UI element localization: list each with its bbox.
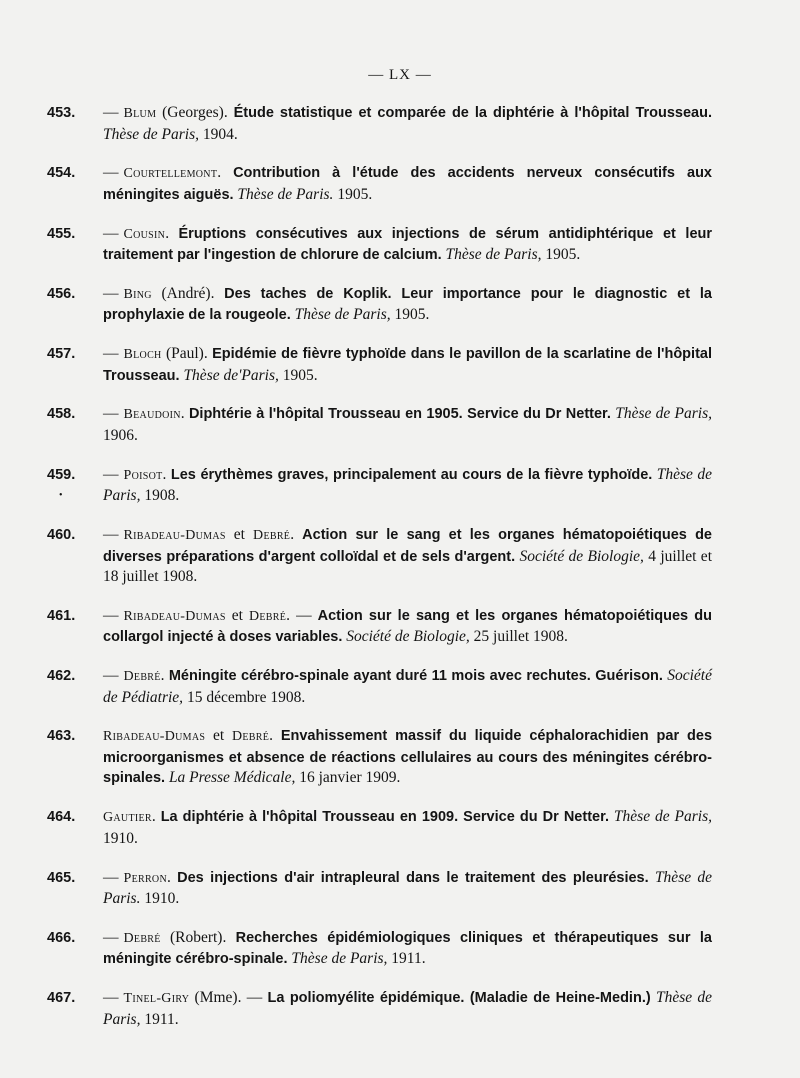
entry-number: 461. [47, 607, 76, 624]
entry-details: 1904. [199, 125, 238, 143]
entry-source: Société de Pédiatrie, [103, 667, 712, 706]
list-item [47, 988, 712, 1030]
entry-title: Contribution à l'étude des accidents nerveux consécutifs aux méningites aiguës. [103, 165, 712, 203]
entry-author: Ribadeau-Dumas [123, 608, 226, 624]
entry-source: Thèse de Paris, [291, 950, 388, 968]
entry-title: La poliomyélite épidémique. (Maladie de Heine-Medin.) [267, 990, 651, 1007]
entry-author-suffix: (Paul). [161, 345, 213, 363]
entry-author-suffix: (Robert). [160, 928, 236, 946]
entry-title: Des taches de Koplik. Leur importance pour le diagnostic et la prophylaxie de la rougeole. [103, 285, 712, 324]
entry-title: La diphtérie à l'hôpital Trousseau en 1909. Service du Dr Netter. [160, 809, 609, 826]
entry-coauthor-suffix: . — [286, 606, 318, 624]
entry-details: 1911. [387, 950, 426, 968]
entry-author-suffix: et [225, 526, 254, 544]
entry-coauthor: Debré [248, 608, 287, 624]
list-item [47, 224, 712, 266]
entry-details: 1905. [278, 366, 318, 384]
bibliography-list [47, 103, 712, 1048]
entry-title: Epidémie de fièvre typhoïde dans le pavillon de la scarlatine de l'hôpital Trousseau. [103, 346, 712, 384]
entry-author: Debré [123, 669, 161, 685]
entry-source: Thèse de Paris, [445, 246, 542, 264]
entry-dash: — [103, 284, 119, 302]
entry-dash: — [103, 405, 119, 423]
entry-details: 16 janvier 1909. [295, 769, 401, 787]
entry-source: Thèse de'Paris, [183, 366, 279, 384]
entry-source: Société de Biologie, [519, 547, 644, 565]
entry-title: Méningite cérébro-spinale ayant duré 11 mois avec rechutes. Guérison. [168, 668, 663, 685]
entry-details: 1905. [390, 306, 430, 324]
entry-author-suffix: (André). [151, 284, 225, 302]
list-item [47, 928, 712, 970]
entry-author: Courtellemont [123, 166, 218, 182]
entry-source: Thèse de Paris, [294, 306, 391, 324]
entry-title: Recherches épidémiologiques cliniques et thérapeutiques sur la méningite cérébro-spinale. [103, 929, 712, 968]
entry-details: 15 décembre 1908. [183, 688, 306, 706]
list-item [47, 465, 712, 507]
entry-dash: — [103, 164, 119, 182]
entry-dash: — [103, 667, 119, 685]
entry-number: 458. [47, 406, 76, 423]
entry-details: 1910. [103, 829, 138, 847]
entry-source: La Presse Médicale, [168, 769, 296, 787]
entry-number: 467. [47, 990, 76, 1007]
entry-dash: — [103, 606, 119, 624]
entry-title: Des injections d'air intrapleural dans le traitement des pleurésies. [177, 869, 649, 886]
entry-author: Cousin [123, 226, 166, 242]
list-item [47, 103, 712, 145]
entry-author-suffix: . [165, 224, 179, 242]
entry-details: 4 juillet et 18 juillet 1908. [103, 547, 712, 586]
entry-source: Thèse de Paris, [103, 989, 713, 1028]
entry-dash: — [103, 928, 119, 946]
entry-number: 462. [47, 668, 76, 685]
entry-author: Perron [123, 870, 167, 886]
entry-author-suffix: et [205, 727, 232, 745]
entry-author-suffix: . [180, 405, 189, 423]
list-item [47, 163, 712, 205]
entry-number: 463. [47, 728, 76, 745]
entry-title: Diphtérie à l'hôpital Trousseau en 1905. Service du Dr Netter. [188, 406, 611, 423]
entry-details: 1906. [103, 426, 138, 444]
entry-author: Bing [123, 286, 152, 302]
entry-coauthor-suffix: . [269, 727, 281, 745]
entry-details: 1905. [541, 246, 581, 264]
entry-number: 464. [47, 809, 76, 826]
entry-source: Thèse de Paris, [615, 405, 713, 423]
entry-author-suffix: . [162, 465, 171, 483]
entry-number: 465. [47, 869, 76, 886]
list-item [47, 807, 712, 849]
entry-number: 460. [47, 527, 76, 544]
entry-number: 456. [47, 285, 76, 302]
entry-details: 1908. [140, 487, 180, 505]
list-item [47, 525, 712, 588]
entry-author-suffix: (Georges). [156, 104, 234, 121]
entry-dash: — [103, 224, 119, 242]
entry-author-suffix: et [225, 606, 249, 624]
entry-author: Beaudoin [123, 407, 181, 423]
entry-dash: — [103, 465, 119, 483]
entry-number: 455. [47, 225, 76, 242]
entry-coauthor: Debré [231, 729, 270, 745]
entry-title: Envahissement massif du liquide céphalorachidien par des microorganismes et absence de réactions cellulaires au cours des méningites cérébro-spinales. [103, 728, 713, 787]
entry-details: 1910. [140, 890, 180, 908]
entry-coauthor-suffix: . [290, 526, 303, 544]
entry-source: Thèse de Paris, [103, 465, 713, 505]
entry-author-suffix: (Mme). — [189, 989, 268, 1007]
entry-author: Ribadeau-Dumas [103, 729, 206, 745]
list-item [47, 726, 712, 789]
entry-number: 457. [47, 346, 76, 363]
entry-dash: — [103, 104, 119, 121]
entry-author-suffix: . [217, 164, 234, 182]
page-header: — LX — [368, 67, 432, 83]
entry-author-suffix: . [151, 808, 161, 826]
entry-title: Éruptions consécutives aux injections de sérum antidiphtérique et leur traitement par l'ingestion de chlorure de calcium. [103, 225, 713, 264]
entry-source: Thèse de Paris, [613, 808, 713, 826]
entry-author: Bloch [123, 347, 162, 363]
entry-source: Thèse de Paris, [103, 125, 200, 143]
entry-details: 1905. [333, 185, 373, 203]
entry-source: Thèse de Paris. [103, 868, 713, 908]
entry-title: Action sur le sang et les organes hématopoiétiques de diverses préparations d'argent colloïdal et de sels d'argent. [103, 527, 712, 565]
entry-source: Société de Biologie, [346, 628, 470, 646]
entry-author-suffix: . [166, 868, 178, 886]
entry-dash: — [103, 868, 119, 886]
entry-bullet: • [59, 489, 63, 501]
list-item [47, 868, 712, 910]
entry-title: Les érythèmes graves, principalement au cours de la fièvre typhoïde. [170, 466, 653, 483]
list-item [47, 404, 712, 446]
entry-author: Poisot [123, 467, 163, 483]
entry-source: Thèse de Paris. [237, 185, 334, 203]
list-item [47, 606, 712, 648]
entry-dash: — [103, 526, 119, 544]
entry-details: 25 juillet 1908. [469, 628, 568, 646]
entry-author: Gautier [103, 810, 152, 826]
entry-number: 459. [47, 466, 76, 483]
entry-author: Ribadeau-Dumas [123, 528, 226, 544]
list-item [47, 666, 712, 708]
entry-title: Étude statistique et comparée de la diphtérie à l'hôpital Trousseau. [233, 105, 712, 121]
entry-details: 1911. [140, 1010, 179, 1028]
entry-dash: — [103, 989, 119, 1007]
list-item [47, 344, 712, 386]
entry-author-suffix: . [160, 667, 169, 685]
entry-number: 454. [47, 165, 76, 182]
entry-author: Blum [123, 106, 157, 121]
entry-dash: — [103, 345, 119, 363]
entry-number: 453. [47, 105, 76, 121]
entry-title: Action sur le sang et les organes hématopoiétiques du collargol injecté à doses variables. [103, 607, 713, 646]
entry-author: Tinel-Giry [123, 991, 190, 1007]
entry-coauthor: Debré [253, 528, 291, 544]
entry-number: 466. [47, 929, 76, 946]
list-item [47, 284, 712, 326]
entry-author: Debré [123, 930, 161, 946]
